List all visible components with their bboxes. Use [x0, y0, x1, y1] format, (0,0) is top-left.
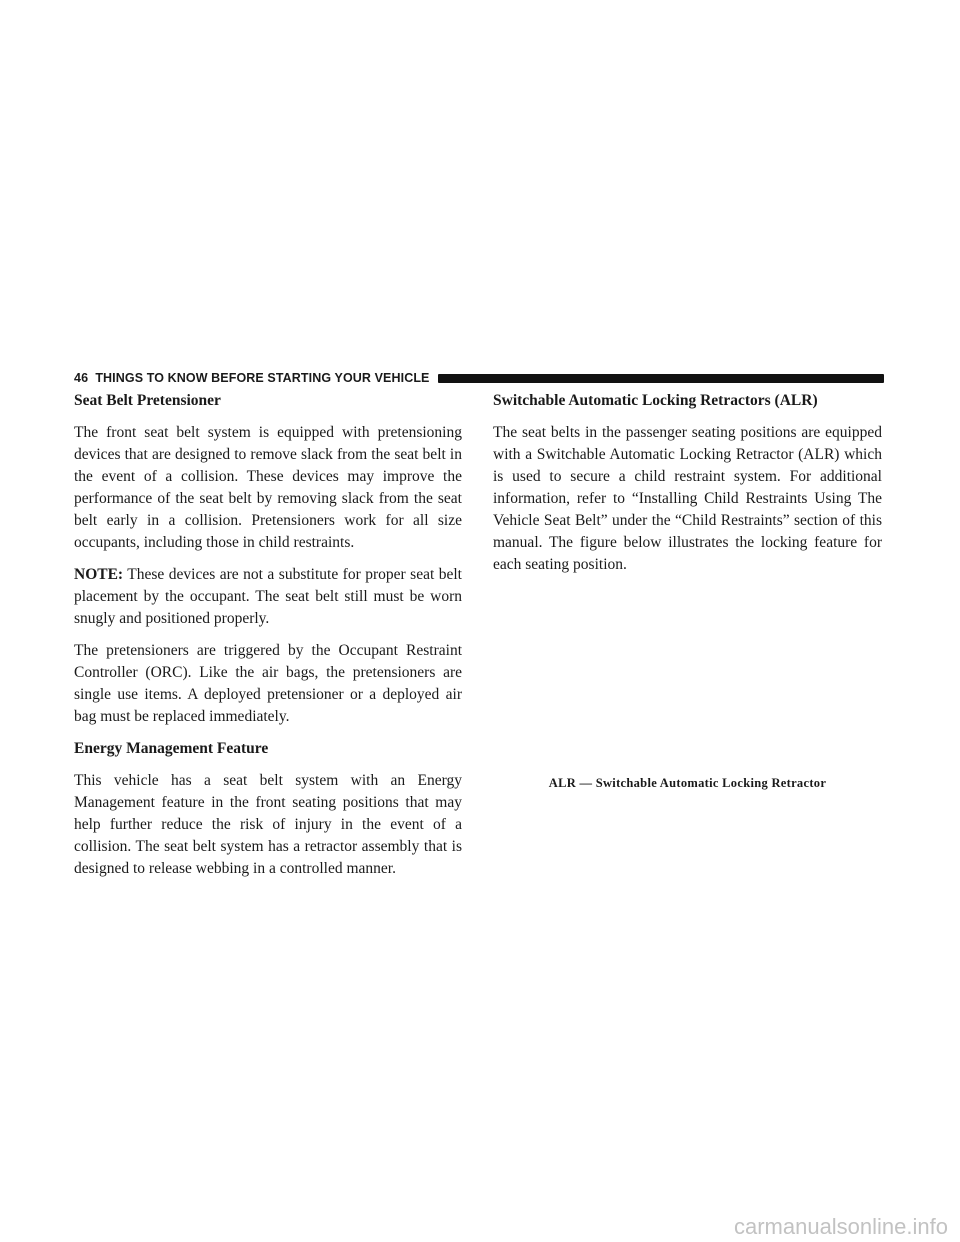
note-text: These devices are not a substitute for proper seat belt placement by the occupant. The seat belt still must be worn snugly and positioned properly. — [74, 566, 462, 627]
page-number: 46 — [74, 371, 89, 385]
alr-paragraph-1: The seat belts in the passenger seating positions are equipped with a Switchable Automatic Locking Retractor (ALR) which is used to secure a child restraint system. For additional information, refer to “Installing Child Restraints Using The Vehicle Seat Belt” under the “Child Restraints” section of this manual. The figure below illustrates the locking feature for each seating position. — [493, 424, 882, 573]
heading-seat-belt-pretensioner: Seat Belt Pretensioner — [74, 392, 221, 409]
watermark: carmanualsonline.info — [733, 1214, 948, 1239]
left-column — [74, 390, 462, 890]
heading-alr: Switchable Automatic Locking Retractors (ALR) — [493, 392, 818, 409]
page-header — [74, 370, 884, 386]
header-rule — [438, 374, 885, 383]
pretensioner-paragraph-2: The pretensioners are triggered by the Occupant Restraint Controller (ORC). Like the air bags, the pretensioners are single use items. A deployed pretensioner or a deployed air bag must be replaced immediately. — [74, 642, 462, 725]
alr-figure — [493, 570, 882, 765]
note-label: NOTE: — [74, 566, 124, 583]
section-title: THINGS TO KNOW BEFORE STARTING YOUR VEHICLE — [95, 371, 430, 385]
figure-caption: ALR — Switchable Automatic Locking Retractor — [548, 776, 827, 790]
heading-energy-management: Energy Management Feature — [74, 740, 269, 757]
energy-paragraph-1: This vehicle has a seat belt system with an Energy Management feature in the front seating positions that may help further reduce the risk of injury in the event of a collision. The seat belt system has a retractor assembly that is designed to release webbing in a controlled manner. — [74, 772, 462, 877]
pretensioner-note — [74, 564, 462, 630]
pretensioner-paragraph-1: The front seat belt system is equipped with pretensioning devices that are designed to remove slack from the seat belt in the event of a collision. These devices may improve the performance of the seat belt by removing slack from the seat belt early in a collision. Pretensioners work for all size occupants, including those in child restraints. — [74, 424, 462, 551]
right-column — [493, 390, 882, 586]
